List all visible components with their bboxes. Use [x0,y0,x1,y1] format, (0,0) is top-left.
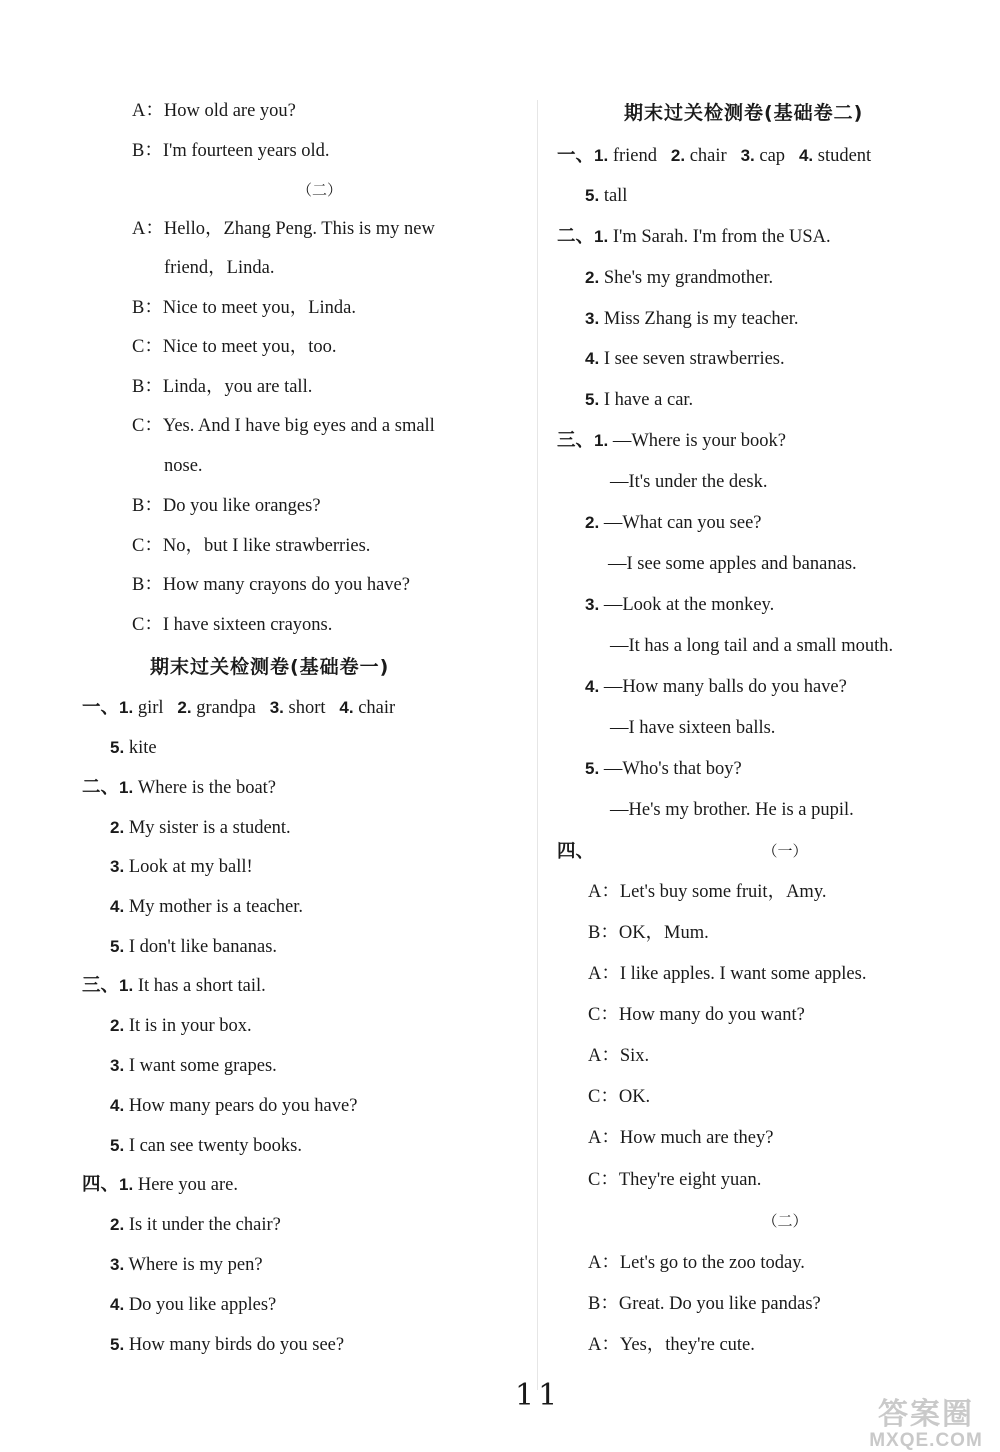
answer-row [110,1054,277,1078]
section-label: 一、 [82,697,120,718]
dialog-line: B：Linda，you are tall. [132,377,313,397]
item-number: 2. [110,1215,125,1234]
answer-text: How many birds do you see? [128,1335,345,1355]
answer-row [110,736,157,760]
item-number: 4. [339,698,354,717]
answer-text: Do you like apples? [128,1295,277,1315]
question-text: —What can you see? [603,513,762,533]
item-number: 1. [594,227,609,246]
answer-row [110,1293,276,1317]
dialog-line: A：How old are you? [132,101,296,121]
answer-row [110,816,291,840]
dialog-line: C：They're eight yuan. [588,1170,762,1190]
answer-text: She's my grandmother. [603,268,774,288]
answer-row [110,1213,281,1237]
answer-text: —It has a long tail and a small mouth. [610,636,894,656]
answer-row [82,776,276,800]
dialog-line: A：How much are they? [588,1128,774,1148]
answer-text: short [288,698,326,718]
item-number: 2. [670,146,686,165]
item-number: 2. [585,513,600,532]
item-number: 2. [585,268,600,287]
answer-row [110,1134,302,1158]
item-number: 5. [110,738,125,757]
answer-row [585,307,799,331]
item-number: 1. [119,698,134,717]
answer-row [585,675,847,699]
answer-text: —It's under the desk. [610,472,768,492]
answer-text: cap [759,146,786,166]
question-text: —Who's that boy? [603,759,742,779]
answer-text: I have a car. [603,390,694,410]
subsection-label: （二） [762,1214,808,1230]
answer-text: student [817,146,872,166]
answer-row [585,388,693,412]
answer-text: kite [128,738,157,758]
answer-row [557,144,871,168]
answer-text: It has a short tail. [137,976,266,996]
dialog-line: B：How many crayons do you have? [132,575,410,595]
answer-row [557,429,786,453]
section-label: 二、 [557,226,595,247]
answer-text: —I have sixteen balls. [610,718,776,738]
answer-text: Where is my pen? [128,1255,263,1275]
section-label: 四、 [557,841,595,862]
item-number: 5. [110,1335,125,1354]
section-label: 三、 [82,975,120,996]
answer-text: girl [137,698,164,718]
section-label: 一、 [557,145,595,166]
answer-text: Here you are. [137,1175,238,1195]
column-divider [537,100,538,1390]
item-number: 4. [585,349,600,368]
page-number: 11 [515,1378,562,1413]
item-number: 2. [110,818,125,837]
dialog-line: C：I have sixteen crayons. [132,615,333,635]
answer-row [110,1253,263,1277]
question-text: —Look at the monkey. [603,595,775,615]
answer-row [110,935,277,959]
answer-text: My mother is a teacher. [128,897,303,917]
answer-text: —I see some apples and bananas. [608,554,857,574]
answer-text: —He's my brother. He is a pupil. [610,800,854,820]
item-number: 1. [594,146,609,165]
subsection-label: （一） [762,844,808,860]
dialog-line: C：No，but I like strawberries. [132,536,371,556]
answer-text: How many pears do you have? [128,1096,358,1116]
answer-row [557,225,831,249]
item-number: 2. [110,1016,125,1035]
answer-text: Is it under the chair? [128,1215,281,1235]
dialog-line: C：Nice to meet you，too. [132,337,337,357]
item-number: 1. [119,976,134,995]
answer-text: chair [358,698,396,718]
answer-text: chair [689,146,727,166]
item-number: 5. [585,759,600,778]
item-number: 4. [110,1295,125,1314]
section-label: 四、 [82,1174,120,1195]
item-number: 1. [119,1175,134,1194]
answer-text: Where is the boat? [137,778,276,798]
answer-text: I want some grapes. [128,1056,277,1076]
answer-row [82,1173,238,1197]
section-title: 期末过关检测卷(基础卷一) [150,656,390,678]
answer-text: I don't like bananas. [128,937,278,957]
item-number: 2. [177,698,192,717]
dialog-line: B：Do you like oranges? [132,496,321,516]
answer-row [585,184,627,208]
dialog-line: A：Let's go to the zoo today. [588,1253,805,1273]
dialog-line: A：I like apples. I want some apples. [588,964,867,984]
answer-row [82,696,395,720]
dialog-line: nose. [164,456,203,476]
dialog-line: friend，Linda. [164,258,275,278]
item-number: 3. [110,857,125,876]
answer-row [110,1094,357,1118]
question-text: —How many balls do you have? [603,677,847,697]
answer-text: I see seven strawberries. [603,349,785,369]
answer-row [585,266,773,290]
item-number: 4. [585,677,600,696]
watermark-url: MXQE.COM [869,1430,983,1451]
dialog-line: B：Great. Do you like pandas? [588,1294,821,1314]
watermark-text: 答案圈 [878,1397,974,1432]
item-number: 4. [798,146,814,165]
item-number: 5. [585,390,600,409]
dialog-line: A：Let's buy some fruit，Amy. [588,882,827,902]
watermark-logo [852,1398,1000,1452]
item-number: 3. [585,309,600,328]
section-title: 期末过关检测卷(基础卷二) [624,102,864,124]
answer-text: I'm Sarah. I'm from the USA. [612,227,831,247]
item-number: 3. [740,146,755,165]
answer-row [110,1014,252,1038]
dialog-line: B：Nice to meet you，Linda. [132,298,357,318]
dialog-line: B：OK，Mum. [588,923,709,943]
answer-text: My sister is a student. [128,818,291,838]
dialog-line: C：OK. [588,1087,651,1107]
section-label: 三、 [557,430,595,451]
dialog-line: C：How many do you want? [588,1005,805,1025]
item-number: 1. [119,778,134,797]
item-number: 3. [110,1056,125,1075]
answer-row [585,593,774,617]
item-number: 1. [594,431,609,450]
subsection-label: （二） [296,183,342,199]
dialog-line: A：Six. [588,1046,650,1066]
question-text: —Where is your book? [612,431,786,451]
answer-row [585,511,762,535]
item-number: 4. [110,897,125,916]
answer-text: grandpa [196,698,256,718]
dialog-line: A：Hello，Zhang Peng. This is my new [132,219,435,239]
item-number: 5. [110,937,125,956]
answer-row [110,895,303,919]
dialog-line: B：I'm fourteen years old. [132,141,330,161]
answer-text: Look at my ball! [128,857,253,877]
answer-text: I can see twenty books. [128,1136,302,1156]
answer-text: friend [612,146,658,166]
item-number: 3. [585,595,600,614]
answer-text: It is in your box. [128,1016,252,1036]
answer-row [110,1333,344,1357]
item-number: 3. [269,698,284,717]
answer-text: Miss Zhang is my teacher. [603,309,799,329]
answer-row [585,757,742,781]
item-number: 5. [110,1136,125,1155]
answer-text: tall [603,186,628,206]
answer-row [110,855,253,879]
item-number: 4. [110,1096,125,1115]
dialog-line: A：Yes，they're cute. [588,1335,755,1355]
item-number: 3. [110,1255,125,1274]
answer-row [585,347,785,371]
dialog-line: C：Yes. And I have big eyes and a small [132,416,435,436]
answer-row [82,974,266,998]
item-number: 5. [585,186,600,205]
section-label: 二、 [82,777,120,798]
